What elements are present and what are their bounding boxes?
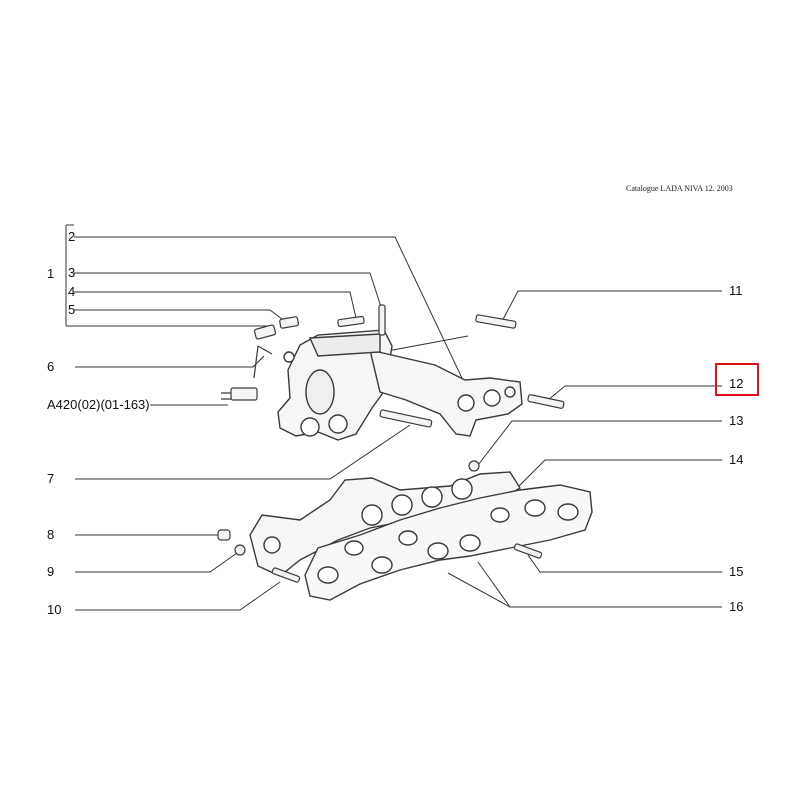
callout-3: 3: [68, 265, 76, 280]
callout-6: 6: [47, 359, 55, 374]
leader-9: [75, 553, 237, 572]
callout-15: 15: [729, 564, 744, 579]
leader-5: [74, 310, 286, 322]
callout-5: 5: [68, 302, 76, 317]
callout-1: 1: [47, 266, 55, 281]
callout-11: 11: [729, 283, 743, 298]
callout-9: 9: [47, 564, 55, 579]
part-12-highlight-box[interactable]: [715, 363, 759, 396]
callout-4: 4: [68, 284, 76, 299]
leader-6: [75, 356, 264, 367]
leader-arrow: [382, 336, 468, 352]
leader-10: [75, 582, 280, 610]
leader-15: [528, 555, 722, 572]
callout-7: 7: [47, 471, 55, 486]
leader-7: [75, 425, 410, 479]
catalogue-note: Catalogue LADA NIVA 12. 2003: [626, 184, 733, 193]
leader-16: [448, 562, 722, 607]
leader-1-bracket: [66, 225, 270, 326]
leader-12: [548, 386, 722, 400]
callout-2: 2: [68, 229, 76, 244]
callout-10: 10: [47, 602, 62, 617]
leader-14: [518, 460, 722, 487]
leader-11: [500, 291, 722, 325]
callout-14: 14: [729, 452, 744, 467]
callout-13: 13: [729, 413, 744, 428]
intake-manifold: [278, 330, 522, 440]
callout-8: 8: [47, 527, 55, 542]
callout-reference-code: A420(02)(01-163): [47, 397, 150, 412]
leader-4: [74, 292, 356, 318]
callout-16: 16: [729, 599, 744, 614]
leader-13: [478, 421, 722, 465]
callout-12[interactable]: 12: [729, 376, 744, 391]
